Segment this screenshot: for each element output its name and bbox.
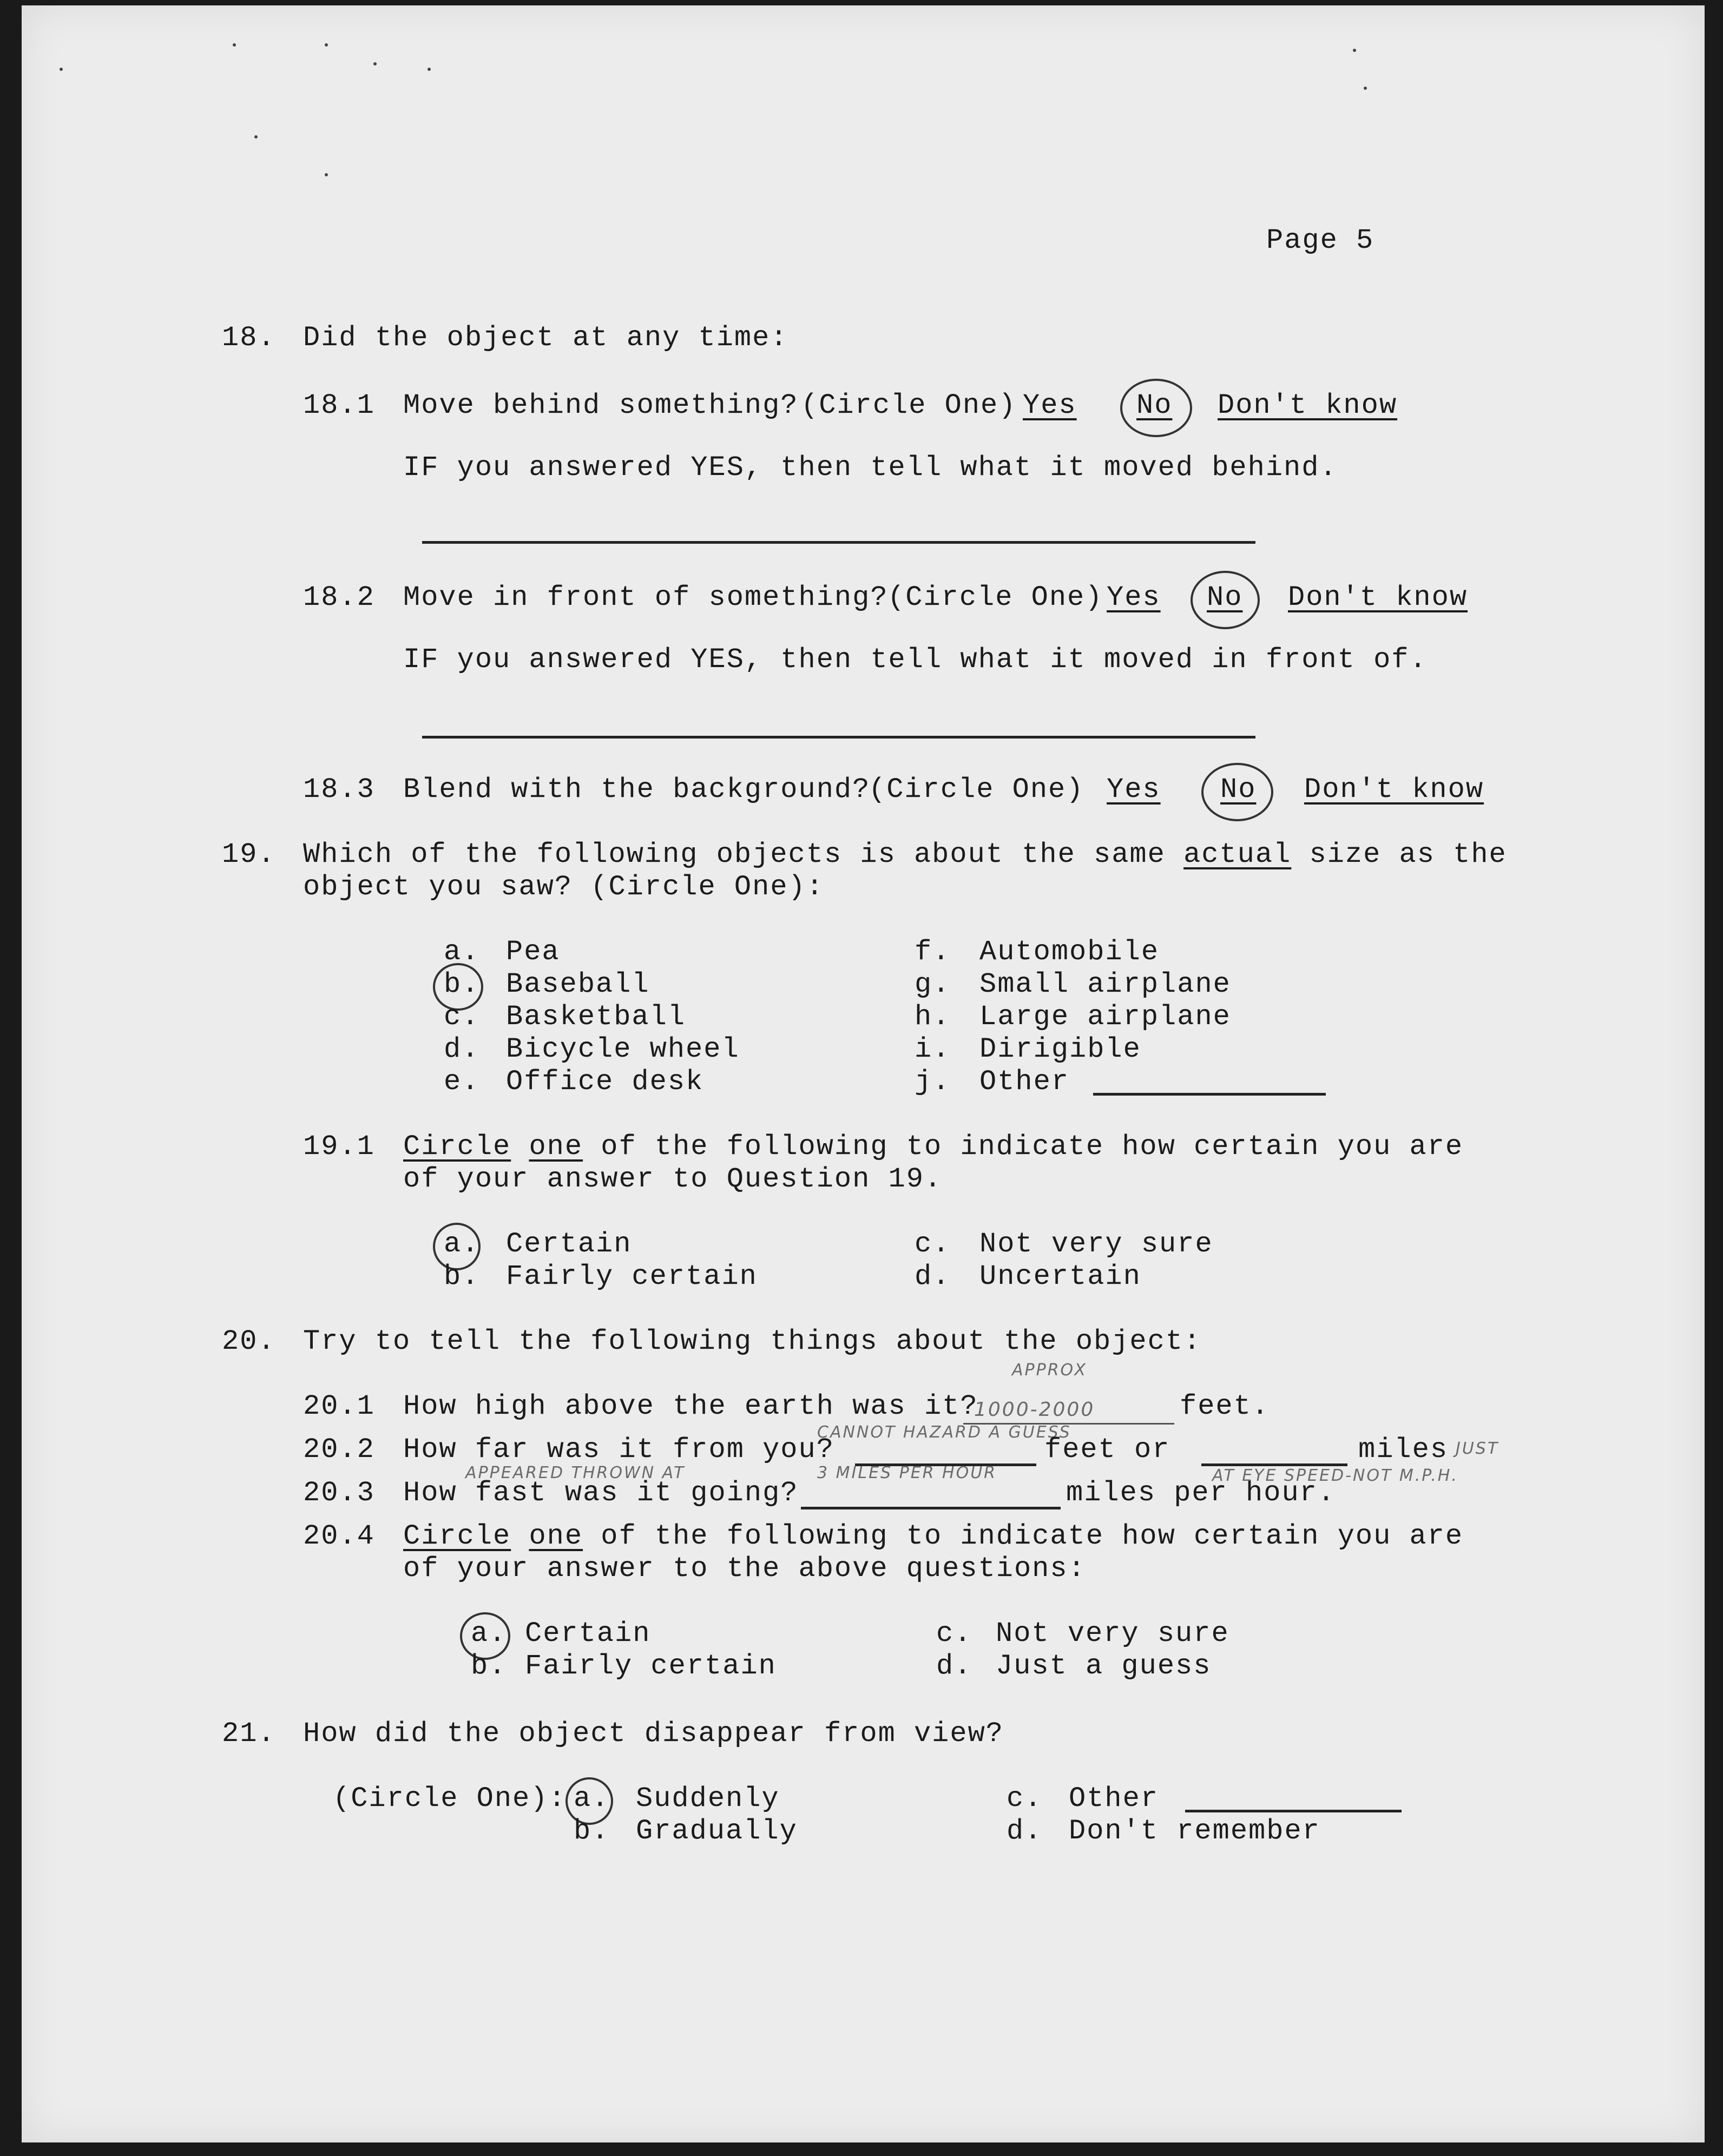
q20-2-number: 20.2 [303,1434,375,1466]
q20-3-text: How fast was it going? [403,1477,799,1509]
q19-option-letter[interactable]: a. [444,936,480,968]
q20-text: Try to tell the following things about the object: [303,1326,1202,1357]
q21-option-label[interactable]: Other [1069,1783,1159,1815]
q20-1-number: 20.1 [303,1390,375,1422]
q18-2-circle-one: (Circle One) [887,582,1103,614]
q21-option-label[interactable]: Don't remember [1069,1815,1320,1847]
q18-1-number: 18.1 [303,390,375,421]
q19-other-line[interactable] [1093,1093,1326,1096]
q19-option-letter[interactable]: d. [444,1033,480,1065]
q19-option-label[interactable]: Pea [506,936,560,968]
q19-option-label[interactable]: Large airplane [979,1001,1231,1033]
q20-1-handwritten-answer[interactable]: 1000-2000 [974,1399,1095,1421]
q18-number: 18. [222,322,276,354]
q19-option-label[interactable]: Dirigible [979,1033,1141,1065]
q18-1-yes[interactable]: Yes [1023,390,1077,421]
q19-option-label[interactable]: Bicycle wheel [506,1033,740,1065]
q19-line1-b: size as the [1291,839,1507,871]
scan-speck [254,135,258,139]
q19-1-circle-word: Circle [403,1131,511,1163]
q20-4-option-label[interactable]: Fairly certain [525,1650,777,1682]
q21-option-letter[interactable]: b. [574,1815,610,1847]
q19-option-label[interactable]: Basketball [506,1001,686,1033]
q18-1-no[interactable]: No [1136,390,1173,421]
q20-4-number: 20.4 [303,1520,375,1552]
q20-3-number: 20.3 [303,1477,375,1509]
q18-3-number: 18.3 [303,774,375,806]
q18-2-follow-up: IF you answered YES, then tell what it moved in front of. [403,644,1428,676]
q20-3-handwritten-eye-speed: AT EYE SPEED-NOT M.P.H. [1212,1466,1458,1485]
scan-speck [1353,49,1356,52]
scan-speck [325,173,328,176]
q19-option-label[interactable]: Other [979,1066,1070,1098]
q18-3-text: Blend with the background? [403,774,871,806]
q20-2-handwritten-just: JUST [1456,1439,1500,1458]
q19-option-letter[interactable]: h. [915,1001,951,1033]
q21-text: How did the object disappear from view? [303,1718,1004,1750]
q20-4-option-letter[interactable]: d. [936,1650,972,1682]
q18-3-circle-one: (Circle One) [869,774,1084,806]
q19-1-option-label[interactable]: Uncertain [979,1261,1141,1293]
q19-1-option-label[interactable]: Not very sure [979,1228,1213,1260]
q20-2-text: How far was it from you? [403,1434,834,1466]
q18-3-no[interactable]: No [1220,774,1257,806]
q20-4-option-letter[interactable]: a. [471,1618,507,1650]
q21-number: 21. [222,1718,276,1750]
q18-1-dont-know[interactable]: Don't know [1218,390,1398,421]
q19-line1-a: Which of the following objects is about the same [303,839,1184,871]
q19-option-letter[interactable]: c. [444,1001,480,1033]
q20-4-line1-rest: of the following to indicate how certain you are [583,1520,1464,1552]
scan-speck [325,43,328,47]
q19-option-letter[interactable]: f. [915,936,951,968]
q18-1-circle-one: (Circle One) [801,390,1017,421]
q20-4-option-label[interactable]: Certain [525,1618,651,1650]
q21-circle-one: (Circle One): [333,1783,567,1815]
q20-2-handwritten-answer[interactable]: CANNOT HAZARD A GUESS [817,1423,1071,1442]
q18-1-answer-line[interactable] [422,541,1255,544]
answer-circle-mark [1120,379,1192,437]
q19-option-letter[interactable]: g. [915,968,951,1000]
q19-1-option-label[interactable]: Fairly certain [506,1261,758,1293]
q20-4-option-label[interactable]: Not very sure [996,1618,1229,1650]
q19-actual: actual [1183,839,1292,871]
q18-text: Did the object at any time: [303,322,788,354]
q19-1-number: 19.1 [303,1131,375,1163]
form-page [22,5,1705,2142]
q19-option-letter[interactable]: e. [444,1066,480,1098]
q18-2-dont-know[interactable]: Don't know [1288,582,1468,614]
q19-option-letter[interactable]: i. [915,1033,951,1065]
q20-1-text: How high above the earth was it? [403,1390,978,1422]
q20-2-unit2: miles [1358,1434,1449,1466]
q19-option-label[interactable]: Baseball [506,968,650,1000]
q19-1-one-word: one [529,1131,583,1163]
q20-4-circle-word: Circle [403,1520,511,1552]
q18-3-yes[interactable]: Yes [1107,774,1161,806]
q19-1-option-letter[interactable]: d. [915,1261,951,1293]
q20-3-unit: miles per hour. [1066,1477,1336,1509]
q20-4-option-label[interactable]: Just a guess [996,1650,1212,1682]
scan-speck [428,68,431,71]
q21-other-line[interactable] [1185,1810,1402,1812]
q19-1-line2: of your answer to Question 19. [403,1163,943,1195]
q20-2-unit1: feet or [1044,1434,1170,1466]
answer-circle-mark [1201,763,1273,821]
q19-line1 [303,839,1507,871]
q19-1-line1-rest: of the following to indicate how certain you are [583,1131,1464,1163]
q19-line2: object you saw? (Circle One): [303,871,824,903]
q19-1-option-letter[interactable]: b. [444,1261,480,1293]
q20-3-handwritten-appeared: APPEARED THROWN AT [465,1463,686,1482]
q19-option-letter[interactable]: j. [915,1066,951,1098]
scan-speck [373,62,377,65]
q18-2-yes[interactable]: Yes [1107,582,1161,614]
page-number: Page 5 [1266,225,1375,256]
q19-option-label[interactable]: Small airplane [979,968,1231,1000]
scan-speck [60,68,63,71]
q20-number: 20. [222,1326,276,1357]
q19-1-option-letter[interactable]: a. [444,1228,480,1260]
q18-2-answer-line[interactable] [422,736,1255,739]
q20-3-answer-line[interactable] [801,1507,1061,1509]
q21-option-label[interactable]: Suddenly [636,1783,780,1815]
q21-option-letter[interactable]: a. [574,1783,610,1815]
q20-3-handwritten-answer[interactable]: 3 MILES PER HOUR [817,1463,997,1482]
q21-option-letter[interactable]: c. [1007,1783,1043,1815]
q20-1-unit: feet. [1180,1390,1270,1422]
q20-4-option-letter[interactable]: c. [936,1618,972,1650]
q19-option-label[interactable]: Office desk [506,1066,704,1098]
scan-speck [233,43,236,47]
q20-4-one-word: one [529,1520,583,1552]
q20-4-line1 [403,1520,1463,1553]
q18-2-text: Move in front of something? [403,582,889,614]
q21-option-label[interactable]: Gradually [636,1815,798,1847]
q18-2-number: 18.2 [303,582,375,614]
q18-2-no[interactable]: No [1207,582,1243,614]
q18-1-text: Move behind something? [403,390,799,421]
q20-1-handwritten-approx: APPROX [1012,1361,1087,1380]
q19-option-label[interactable]: Automobile [979,936,1160,968]
q18-3-dont-know[interactable]: Don't know [1304,774,1484,806]
q19-1-line1 [403,1131,1463,1163]
scan-speck [1364,87,1367,90]
q21-option-letter[interactable]: d. [1007,1815,1043,1847]
q18-1-follow-up: IF you answered YES, then tell what it moved behind. [403,452,1338,484]
q20-4-line2: of your answer to the above questions: [403,1553,1086,1585]
q19-1-option-label[interactable]: Certain [506,1228,632,1260]
q20-4-option-letter[interactable]: b. [471,1650,507,1682]
q19-1-option-letter[interactable]: c. [915,1228,951,1260]
answer-circle-mark [1191,571,1260,629]
q19-option-letter[interactable]: b. [444,968,480,1000]
q19-number: 19. [222,839,276,871]
